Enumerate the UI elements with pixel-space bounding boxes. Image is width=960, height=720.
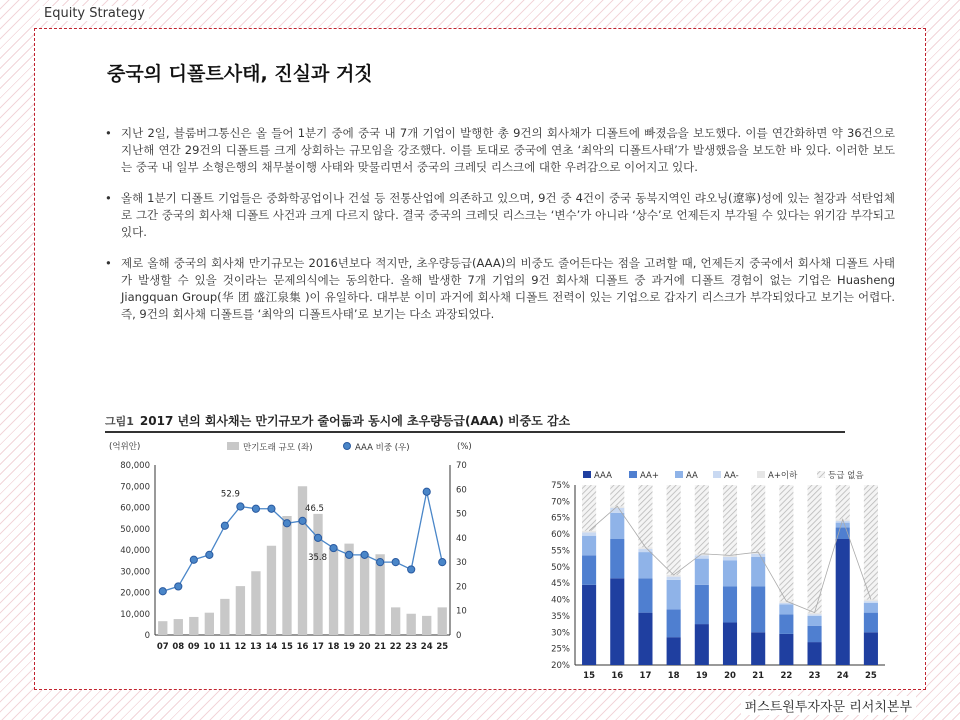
maturity-bar	[407, 614, 416, 635]
stacked-bar-segment	[695, 559, 709, 585]
stacked-bar-segment	[779, 614, 793, 634]
stacked-bar-segment	[667, 637, 681, 665]
x-tick-label: 22	[780, 671, 793, 681]
legend-swatch	[583, 471, 591, 478]
stacked-bar-segment	[638, 552, 652, 578]
x-tick-label: 20	[724, 671, 736, 681]
aaa-share-point	[175, 583, 182, 590]
maturity-bar	[360, 554, 369, 635]
maturity-aaa-chart	[105, 435, 485, 685]
page-title: 중국의 디폴트사태, 진실과 거짓	[107, 63, 373, 85]
stacked-bar-segment	[864, 613, 878, 633]
figure-caption-text: 2017 년의 회사채는 만기규모가 줄어듦과 동시에 초우량등급(AAA) 비중도 감소	[139, 414, 571, 428]
legend-label-aaa: AAA 비중 (우)	[355, 443, 410, 453]
right-tick-label: 50	[456, 509, 467, 520]
legend-swatch-maturity	[227, 442, 239, 450]
legend-label: AAA	[594, 471, 612, 481]
stacked-bar-segment	[695, 624, 709, 665]
footer-org: 퍼스트원투자자문 리서치본부	[741, 696, 916, 715]
y-tick-label: 25%	[551, 644, 570, 655]
y-tick-label: 60%	[551, 530, 570, 541]
left-tick-label: 20,000	[120, 588, 150, 599]
stacked-bar-segment	[667, 577, 681, 580]
right-tick-label: 10	[456, 606, 467, 617]
y-tick-label: 50%	[551, 562, 570, 573]
y-tick-label: 75%	[551, 481, 570, 491]
y-tick-label: 40%	[551, 595, 570, 606]
data-annotation: 46.5	[305, 503, 324, 514]
aaa-share-point	[314, 534, 321, 541]
x-tick-label: 19	[695, 671, 708, 681]
y-tick-label: 65%	[551, 513, 570, 524]
x-tick-label: 21	[752, 671, 765, 681]
maturity-bar	[158, 621, 167, 635]
left-tick-label: 60,000	[120, 503, 150, 514]
x-tick-label: 08	[172, 642, 185, 652]
stacked-bar-segment	[610, 539, 624, 578]
stacked-bar-segment	[864, 603, 878, 613]
right-tick-label: 30	[456, 558, 467, 569]
aaa-share-point	[330, 544, 337, 551]
stacked-bar-segment	[864, 600, 878, 602]
maturity-bar	[391, 607, 400, 635]
maturity-bar	[329, 548, 338, 635]
x-tick-label: 09	[187, 642, 200, 652]
stacked-bar-segment	[836, 485, 850, 519]
maturity-bar	[205, 613, 214, 635]
stacked-bar-segment	[864, 485, 878, 600]
right-tick-label: 0	[456, 631, 462, 641]
left-tick-label: 10,000	[120, 609, 150, 620]
x-tick-label: 13	[249, 642, 262, 652]
stacked-bar-segment	[779, 634, 793, 665]
x-tick-label: 19	[343, 642, 356, 652]
aaa-share-point	[392, 559, 399, 566]
stacked-bar-segment	[638, 485, 652, 547]
x-tick-label: 24	[836, 671, 849, 681]
stacked-bar-segment	[610, 513, 624, 539]
legend-marker-aaa	[344, 443, 351, 450]
legend-label: AA+	[640, 471, 659, 481]
right-tick-label: 40	[456, 533, 467, 544]
legend-swatch	[817, 471, 825, 478]
stacked-bar-segment	[695, 585, 709, 624]
stacked-bar-segment	[582, 555, 596, 584]
stacked-bar-segment	[610, 578, 624, 665]
x-tick-label: 23	[808, 671, 821, 681]
stacked-bar-segment	[582, 531, 596, 533]
bullet-item	[105, 255, 895, 323]
aaa-share-point	[439, 559, 446, 566]
x-tick-label: 15	[281, 642, 293, 652]
aaa-share-point	[206, 551, 213, 558]
aaa-share-point	[283, 520, 290, 527]
stacked-bar-segment	[779, 485, 793, 601]
stacked-bar-segment	[751, 632, 765, 665]
stacked-bar-segment	[667, 485, 681, 575]
maturity-bar	[220, 599, 229, 635]
stacked-bar-segment	[582, 536, 596, 556]
x-tick-label: 15	[583, 671, 596, 681]
stacked-bar-segment	[751, 554, 765, 557]
stacked-bar-segment	[808, 616, 822, 626]
x-tick-label: 20	[358, 642, 371, 652]
stacked-bar-segment	[864, 601, 878, 603]
stacked-bar-segment	[582, 532, 596, 535]
x-tick-label: 14	[265, 642, 278, 652]
maturity-bar	[251, 571, 260, 635]
left-axis-unit: (억위안)	[109, 442, 141, 452]
x-tick-label: 24	[420, 642, 433, 652]
y-tick-label: 30%	[551, 628, 570, 639]
x-tick-label: 17	[312, 642, 324, 652]
figure-caption	[105, 412, 570, 429]
stacked-bar-segment	[638, 613, 652, 665]
stacked-bar-segment	[582, 485, 596, 531]
x-tick-label: 23	[405, 642, 418, 652]
stacked-bar-segment	[779, 604, 793, 614]
stacked-bar-segment	[836, 523, 850, 528]
maturity-bar	[313, 514, 322, 635]
x-tick-label: 07	[156, 642, 169, 652]
left-tick-label: 70,000	[120, 482, 150, 493]
figure-rule	[105, 431, 845, 433]
x-tick-label: 17	[639, 671, 652, 681]
right-tick-label: 60	[456, 485, 467, 496]
aaa-share-point	[237, 503, 244, 510]
bullet-item	[105, 190, 895, 241]
data-annotation: 35.8	[308, 553, 328, 564]
bullet-dot-icon: •	[105, 191, 112, 205]
y-tick-label: 35%	[551, 611, 570, 622]
stacked-bar-segment	[667, 609, 681, 637]
aaa-share-point	[268, 505, 275, 512]
bullet-text: 지난 2일, 블룸버그통신은 올 들어 1분기 중에 중국 내 7개 기업이 발행한 총 9건의 회사채가 디폴트에 빠졌음을 보도했다. 이를 연간화하면 약 36건으로 지난해 연간 29건의 디폴트를 크게 상회하는 규모임을 강조했다. 이를 토대로 중국에 연초 ‘최악의 디폴트사태’가 발생했음을 보도한 바 있다. 이러한 보도는 중국 내 일부 소형은행의 채무불이행 사태와 맞물리면서 중국의 크레딧 리스크에 대한 우려감으로 이어지고 있다.	[121, 126, 895, 174]
y-tick-label: 70%	[551, 497, 570, 508]
aaa-share-point	[190, 556, 197, 563]
aaa-share-point	[159, 588, 166, 595]
x-tick-label: 21	[374, 642, 387, 652]
left-tick-label: 30,000	[120, 567, 150, 578]
stacked-bar-segment	[723, 622, 737, 665]
x-tick-label: 10	[203, 642, 216, 652]
legend-label: 등급 없음	[828, 471, 864, 481]
x-tick-label: 16	[611, 671, 624, 681]
bullet-text: 제로 올해 중국의 회사채 만기규모는 2016년보다 적지만, 초우량등급(AAA)의 비중도 줄어든다는 점을 고려할 때, 언제든지 중국에서 회사채 디폴트 사태가 발생할 수 있을 것이라는 문제의식에는 동의한다. 올해 발생한 7개 기업의 9건 회사채 디폴트 중 과거에 디폴트 경험이 없는 기업은 Huasheng Jiangquan Group(华 团 盛江泉集 )이 유일하다. 대부분 이미 과거에 회사채 디폴트 전력이 있는 기업으로 갑자기 리스크가 부각되었다고 보기는 어렵다. 즉, 9건의 회사채 디폴트를 ‘최악의 디폴트사태’로 보기는 다소 과장되었다.	[121, 256, 895, 321]
right-tick-label: 70	[456, 461, 467, 471]
stacked-bar-segment	[695, 485, 709, 554]
stacked-bar-segment	[751, 586, 765, 632]
stacked-bar-segment	[723, 560, 737, 586]
bullet-item	[105, 125, 895, 176]
stacked-bar-segment	[638, 578, 652, 612]
maturity-bar	[422, 616, 431, 635]
stacked-bar-segment	[836, 539, 850, 665]
rating-share-chart	[505, 435, 885, 685]
left-tick-label: 80,000	[120, 461, 150, 471]
stacked-bar-segment	[723, 557, 737, 560]
legend-swatch	[713, 471, 721, 478]
left-tick-label: 40,000	[120, 546, 150, 556]
bullet-dot-icon: •	[105, 126, 112, 140]
x-tick-label: 25	[436, 642, 449, 652]
bullet-text: 올해 1분기 디폴트 기업들은 중화학공업이나 건설 등 전통산업에 의존하고 있으며, 9건 중 4건이 중국 동북지역인 랴오닝(遼寧)성에 있는 철강과 석탄업체로 그간 중국의 회사채 디폴트 사건과 크게 다르지 않다. 결국 중국의 크레딧 리스크는 ‘변수’가 아니라 ‘상수’로 언제든지 부각될 수 있다는 위기감 부각되고 있다.	[121, 191, 895, 239]
stacked-bar-segment	[808, 614, 822, 616]
legend-label: A+이하	[768, 471, 798, 481]
aaa-share-point	[345, 551, 352, 558]
stacked-bar-segment	[610, 485, 624, 506]
aaa-share-point	[423, 488, 430, 495]
data-annotation: 52.9	[220, 489, 240, 500]
aaa-share-point	[408, 566, 415, 573]
legend-label: AA	[686, 471, 698, 481]
bullet-list	[105, 125, 895, 337]
stacked-bar-segment	[864, 632, 878, 665]
legend-swatch	[675, 471, 683, 478]
maturity-bar	[267, 546, 276, 635]
left-tick-label: 0	[144, 631, 150, 641]
y-tick-label: 55%	[551, 546, 570, 557]
stacked-bar-segment	[667, 580, 681, 609]
x-tick-label: 18	[667, 671, 680, 681]
bullet-dot-icon: •	[105, 256, 112, 270]
x-tick-label: 11	[218, 642, 231, 652]
x-tick-label: 22	[389, 642, 402, 652]
right-tick-label: 20	[456, 582, 467, 593]
stacked-bar-segment	[808, 642, 822, 665]
stacked-bar-segment	[808, 626, 822, 642]
maturity-bar	[282, 516, 291, 635]
x-tick-label: 16	[296, 642, 309, 652]
stacked-bar-segment	[582, 585, 596, 665]
stacked-bar-segment	[723, 586, 737, 622]
legend-swatch	[757, 471, 765, 478]
section-tag: Equity Strategy	[40, 6, 149, 21]
left-tick-label: 50,000	[120, 524, 150, 535]
x-tick-label: 12	[234, 642, 247, 652]
stacked-bar-segment	[808, 485, 822, 613]
aaa-share-point	[377, 559, 384, 566]
aaa-share-point	[221, 522, 228, 529]
page-frame	[34, 28, 926, 690]
stacked-bar-segment	[836, 521, 850, 523]
stacked-bar-segment	[723, 485, 737, 555]
legend-label: AA-	[724, 471, 739, 481]
maturity-bar	[438, 607, 447, 635]
stacked-bar-segment	[751, 485, 765, 552]
legend-label-maturity: 만기도래 규모 (좌)	[243, 443, 313, 453]
aaa-share-point	[299, 517, 306, 524]
x-tick-label: 18	[327, 642, 340, 652]
x-tick-label: 25	[864, 671, 877, 681]
maturity-bar	[174, 619, 183, 635]
figure-label: 그림1	[105, 415, 134, 428]
aaa-share-point	[252, 505, 259, 512]
right-axis-unit: (%)	[457, 442, 472, 452]
maturity-bar	[375, 554, 384, 635]
maturity-bar	[236, 586, 245, 635]
maturity-bar	[189, 617, 198, 635]
y-tick-label: 45%	[551, 579, 570, 590]
y-tick-label: 20%	[551, 661, 570, 671]
legend-swatch	[629, 471, 637, 478]
aaa-share-point	[361, 551, 368, 558]
